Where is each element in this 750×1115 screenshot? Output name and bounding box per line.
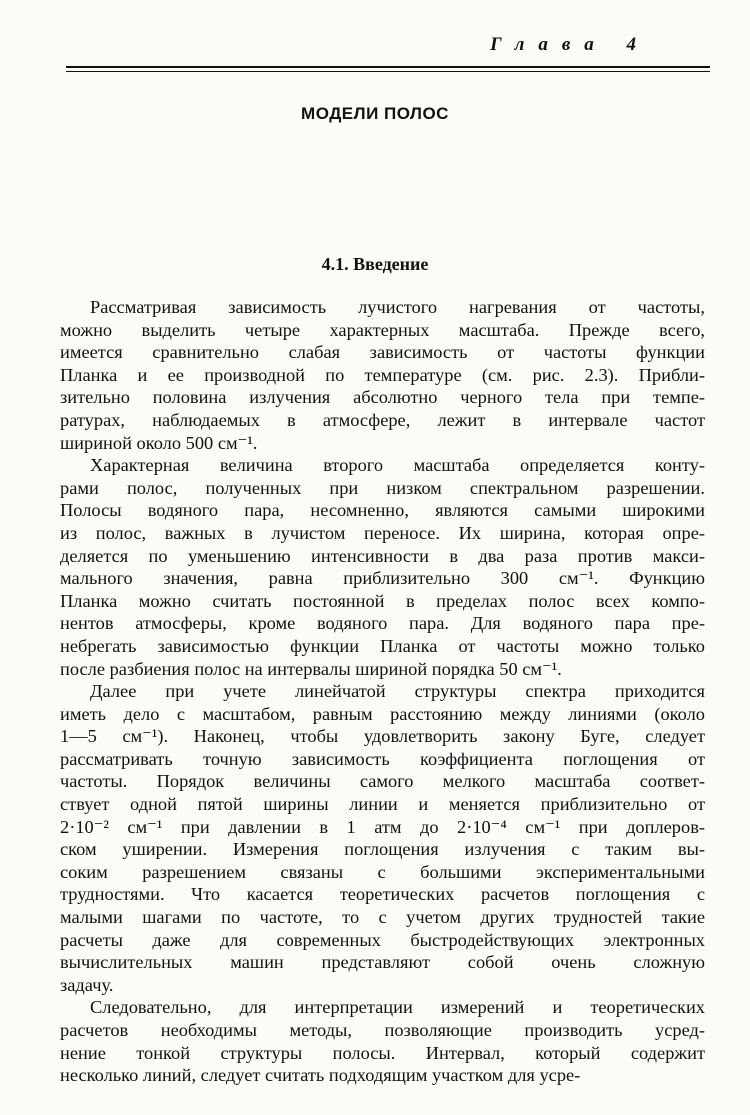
running-head: Глава 4	[490, 34, 650, 55]
paragraph-line: нентов атмосферы, кроме водяного пара. Для водяного пара пре-	[60, 613, 705, 634]
paragraph-line: мального значения, равна приблизительно 300 см⁻¹. Функцию	[60, 568, 705, 589]
paragraph-line: шириной около 500 см⁻¹.	[60, 432, 258, 453]
paragraph-line: ратурах, наблюдаемых в атмосфере, лежит в интервале частот	[60, 409, 705, 430]
paragraph-line: трудностями. Что касается теоретических расчетов поглощения с	[60, 884, 705, 905]
paragraph-line: задачу.	[60, 974, 114, 995]
paragraph-line: Следовательно, для интерпретации измерений и теоретических	[90, 997, 705, 1018]
paragraph-line: 1—5 см⁻¹). Наконец, чтобы удовлетворить закону Буге, следует	[60, 726, 705, 747]
section-heading: 4.1. Введение	[321, 254, 429, 274]
paragraph-line: Планка и ее производной по температуре (см. рис. 2.3). Прибли-	[60, 364, 705, 385]
paragraph-line: соким разрешением связаны с большими экспериментальными	[60, 861, 705, 882]
paragraph-line: Рассматривая зависимость лучистого нагревания от частоты,	[90, 297, 705, 317]
paragraph-line: частоты. Порядок величины самого мелкого масштаба соответ-	[60, 771, 705, 792]
paragraph-line: Далее при учете линейчатой структуры спектра приходится	[90, 681, 705, 702]
paragraph-line: иметь дело с масштабом, равным расстоянию между линиями (около	[60, 703, 705, 724]
header-rule-thin	[66, 71, 710, 72]
paragraph-line: небрегать зависимостью функции Планка от частоты можно только	[60, 635, 705, 656]
chapter-title: МОДЕЛИ ПОЛОС	[301, 104, 449, 123]
paragraph-line: ском уширении. Измерения поглощения излучения с таким вы-	[60, 839, 705, 860]
paragraph-line: вычислительных машин представляют собой очень сложную	[60, 952, 705, 973]
paragraph-line: малыми шагами по частоте, то с учетом других трудностей такие	[60, 907, 705, 928]
paragraph-line: расчетов необходимы методы, позволяющие производить усред-	[60, 1020, 705, 1040]
paragraph-line: можно выделить четыре характерных масштаба. Прежде всего,	[60, 319, 705, 340]
paragraph-line: зительно половина излучения абсолютно черного тела при темпе-	[60, 387, 705, 408]
paragraph-line: после разбиения полос на интервалы шириной порядка 50 см⁻¹.	[60, 658, 562, 679]
paragraph-line: 2·10⁻² см⁻¹ при давлении в 1 атм до 2·10⁻⁴ см⁻¹ при доплеров-	[60, 816, 705, 837]
header-rule	[66, 66, 710, 68]
paragraph-line: Характерная величина второго масштаба определяется конту-	[90, 455, 705, 476]
paragraph-line: Планка можно считать постоянной в пределах полос всех компо-	[60, 590, 705, 611]
paragraph-line: рассматривать точную зависимость коэффициента поглощения от	[60, 748, 705, 769]
body-text	[60, 296, 705, 1087]
paragraph-line: расчеты даже для современных быстродействующих электронных	[60, 929, 705, 950]
paragraph-line: деляется по уменьшению интенсивности в два раза против макси-	[60, 545, 705, 566]
paragraph-line: имеется сравнительно слабая зависимость от частоты функции	[60, 342, 705, 363]
paragraph-line: рами полос, полученных при низком спектральном разрешении.	[60, 477, 705, 498]
paragraph-line: из полос, важных в лучистом переносе. Их ширина, которая опре-	[60, 522, 705, 543]
paragraph-line: Полосы водяного пара, несомненно, являются самыми широкими	[60, 500, 705, 521]
paragraph-line: нение тонкой структуры полосы. Интервал, который содержит	[60, 1042, 705, 1063]
paragraph-line: несколько линий, следует считать подходящим участком для усре-	[60, 1065, 581, 1086]
paragraph-line: ствует одной пятой ширины линии и меняется приблизительно от	[60, 794, 705, 815]
